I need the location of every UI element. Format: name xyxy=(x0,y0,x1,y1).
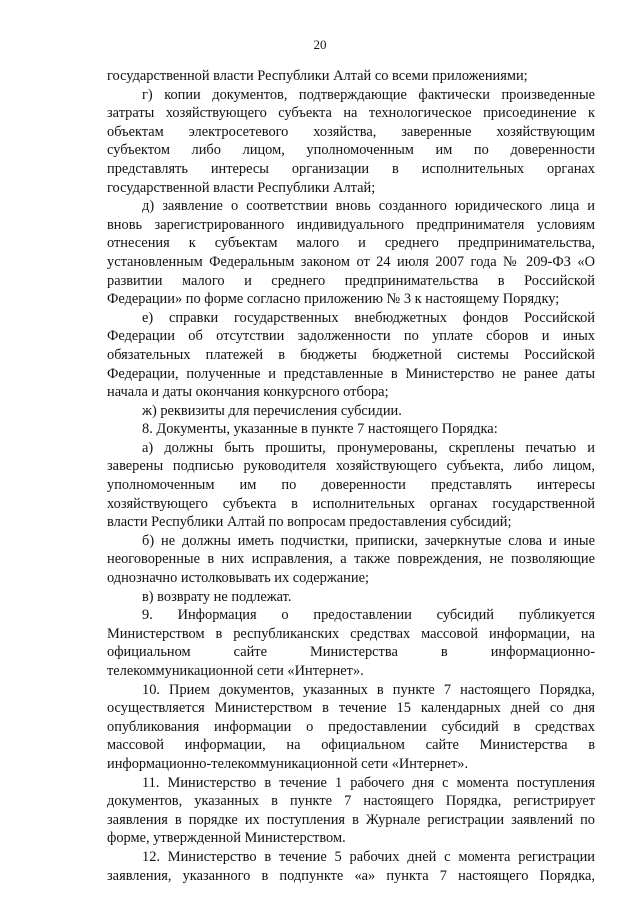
text-line: телекоммуникационной сети «Интернет». xyxy=(107,663,364,679)
text-line: информационно-телекоммуникационной сети «Интернет». xyxy=(107,755,469,772)
text-line: затраты хозяйствующего субъекта на технологическое присоединение к xyxy=(107,105,595,122)
text-line: 8. Документы, указанные в пункте 7 настоящего Порядка: xyxy=(142,421,498,438)
text-line: заявления в порядке их поступления в Журнале регистрации заявлений по xyxy=(107,811,595,828)
text-line: в) возврату не подлежат. xyxy=(142,588,292,605)
text-line: ж) реквизиты для перечисления субсидии. xyxy=(142,402,402,419)
text-line: е) справки государственных внебюджетных фондов Российской xyxy=(142,309,595,326)
text-line: заявления, указанного в подпункте «а» пункта 7 настоящего Порядка, xyxy=(107,867,595,884)
text-line: представлять интересы организации в исполнительных органах xyxy=(107,160,595,177)
text-line: д) заявление о соответствии вновь созданного юридического лица и xyxy=(142,198,595,215)
text-line: Министерством в республиканских средствах массовой информации, на xyxy=(107,625,595,642)
text-line: а) должны быть прошиты, пронумерованы, скреплены печатью и xyxy=(142,439,595,456)
text-line: государственной власти Республики Алтай со всеми приложениями; xyxy=(107,68,528,84)
text-line: 9. Информация о предоставлении субсидий публикуется xyxy=(142,607,595,624)
text-line: 10. Прием документов, указанных в пункте 7 настоящего Порядка, xyxy=(142,681,595,698)
text-line: объектам электросетевого хозяйства, заверенные хозяйствующим xyxy=(107,123,595,140)
text-line: однозначно истолковывать их содержание; xyxy=(107,570,369,587)
text-line: Федерации, полученные и представленные в Министерство не ранее даты xyxy=(107,365,595,382)
text-line: субъектом либо лицом, уполномоченным им по доверенности xyxy=(107,142,595,159)
text-line: 11. Министерство в течение 1 рабочего дня с момента поступления xyxy=(142,774,595,791)
text-line: опубликования информации о предоставлении субсидий в средствах xyxy=(107,718,595,735)
text-line: б) не должны иметь подчистки, приписки, зачеркнутые слова и иные xyxy=(142,532,595,549)
page-number: 20 xyxy=(313,37,327,52)
text-line: Федерации об отсутствии задолженности по уплате сборов и иных xyxy=(107,328,595,345)
text-line: развитии малого и среднего предпринимательства в Российской xyxy=(107,272,595,289)
text-line: документов, указанных в пункте 7 настоящего Порядка, регистрирует xyxy=(107,793,595,810)
text-line: г) копии документов, подтверждающие фактически произведенные xyxy=(142,86,595,103)
document-body xyxy=(107,67,595,885)
text-line: государственной власти Республики Алтай; xyxy=(107,179,376,196)
text-line: вновь зарегистрированного индивидуального предпринимателя условиям xyxy=(107,216,595,233)
text-line: хозяйствующего субъекта в исполнительных органах государственной xyxy=(107,495,595,512)
text-line: заверены подписью руководителя хозяйствующего субъекта, либо лицом, xyxy=(107,458,595,475)
text-line: официальном сайте Министерства в информационно- xyxy=(107,644,595,661)
text-line: обязательных платежей в бюджеты бюджетной системы Российской xyxy=(107,346,595,363)
text-line: отнесения к субъектам малого и среднего предпринимательства, xyxy=(107,235,595,252)
text-line: уполномоченным им по доверенности представлять интересы xyxy=(107,477,595,494)
text-line: форме, утвержденной Министерством. xyxy=(107,830,346,847)
text-line: массовой информации, на официальном сайте Министерства в xyxy=(107,737,595,754)
text-line: власти Республики Алтай по вопросам предоставления субсидий; xyxy=(107,514,512,531)
text-line: начала и даты окончания конкурсного отбора; xyxy=(107,384,389,401)
text-line: неоговоренные в них исправления, а также повреждения, не позволяющие xyxy=(107,551,595,568)
text-line: 12. Министерство в течение 5 рабочих дней с момента регистрации xyxy=(142,848,595,865)
text-line: осуществляется Министерством в течение 15 календарных дней со дня xyxy=(107,700,595,717)
text-line: установленным Федеральным законом от 24 июля 2007 года № 209-ФЗ «О xyxy=(107,253,595,270)
text-line: Федерации» по форме согласно приложению № 3 к настоящему Порядку; xyxy=(107,291,560,308)
